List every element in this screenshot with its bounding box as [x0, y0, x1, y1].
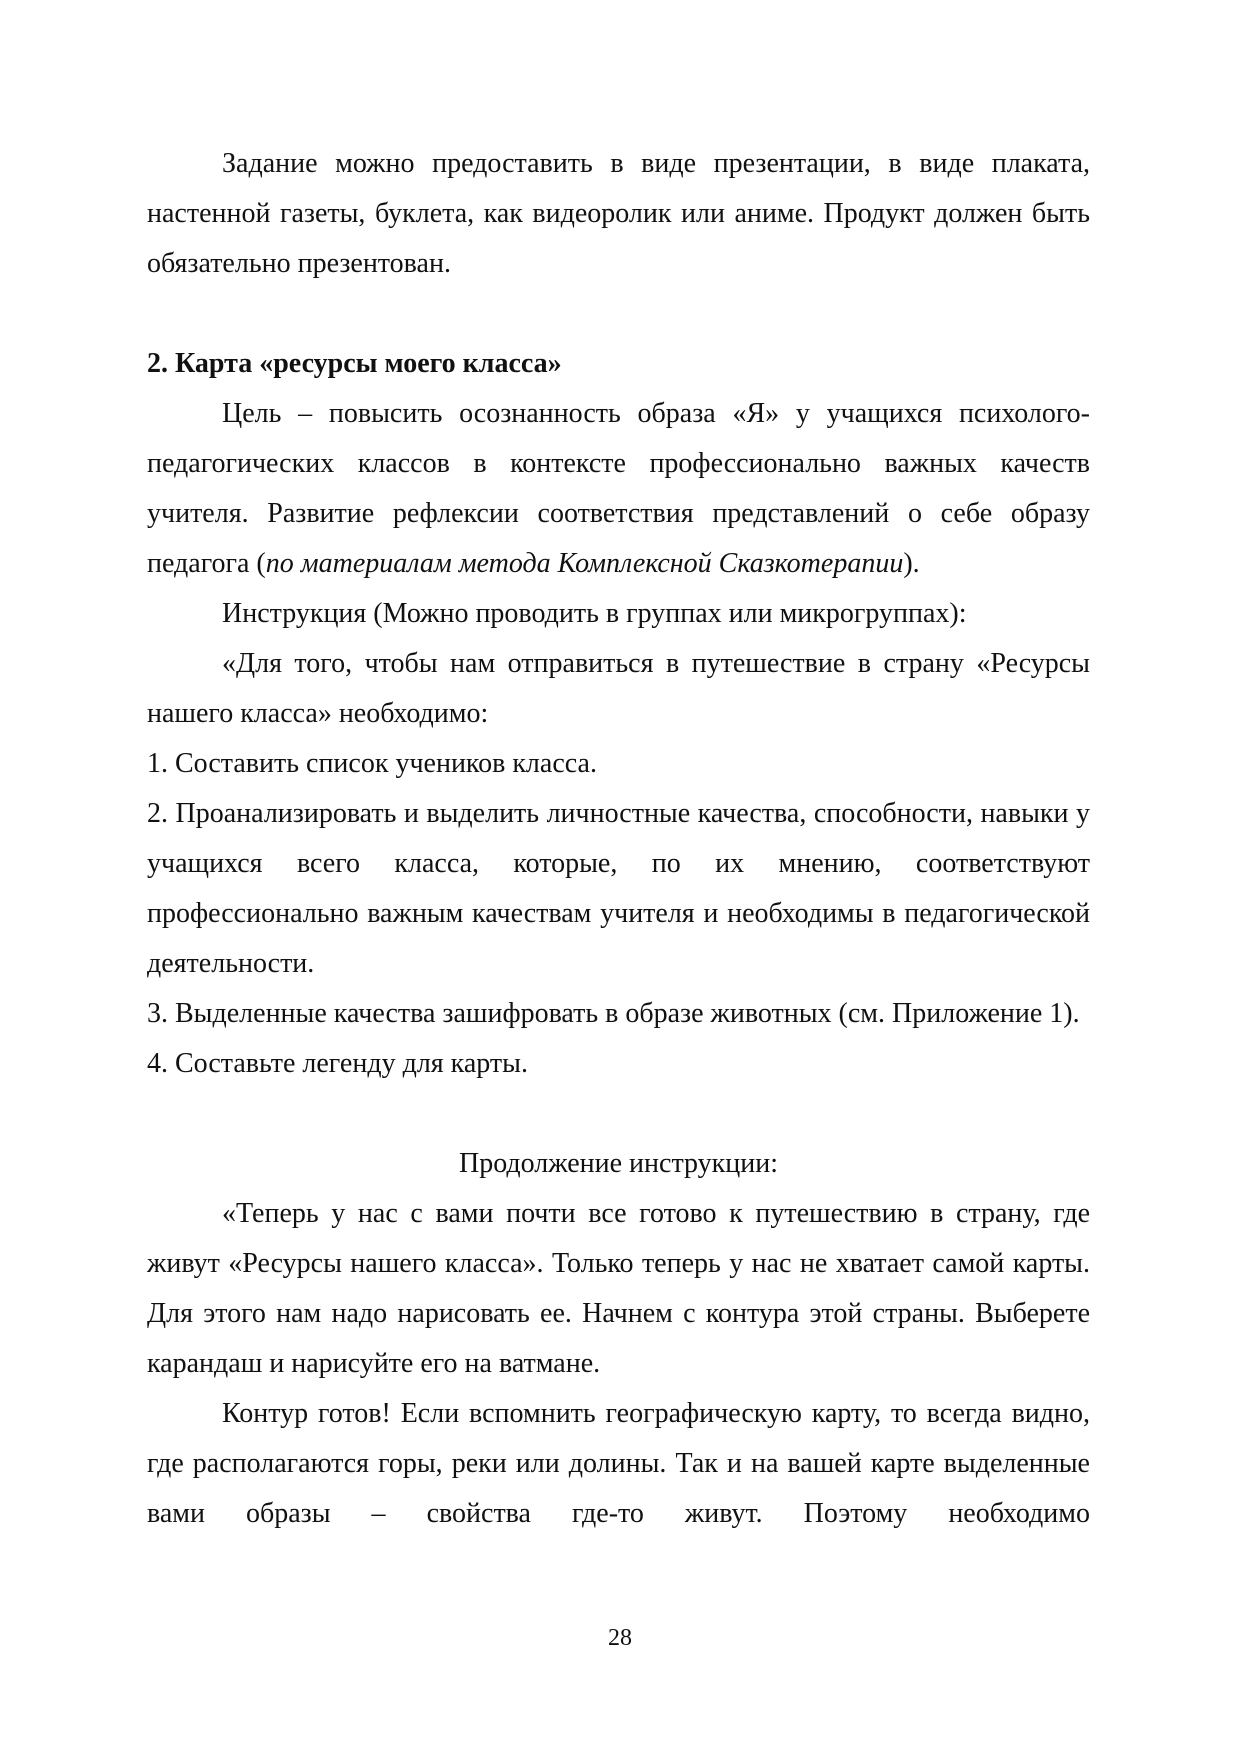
continuation-heading: Продолжение инструкции:	[458, 1148, 778, 1179]
step-item: 4. Составьте легенду для карты.	[147, 1048, 528, 1079]
section-heading: 2. Карта «ресурсы моего класса»	[147, 348, 562, 379]
goal-text: Цель – повысить осознанность образа «Я» у учащихся психолого-педагогических классов в контексте профессионально важных качеств учителя. Развитие рефлексии соответствия представлений о себе образу педагога (	[147, 398, 1090, 579]
step-item: 2. Проанализировать и выделить личностные качества, способности, навыки у учащихся всего класса, которые, по их мнению, соответствуют профессионально важным качествам учителя и необходимы в педагогической деятельности.	[147, 798, 1090, 979]
instruction-line: Инструкция (Можно проводить в группах или микрогруппах):	[222, 598, 967, 629]
step-item: 1. Составить список учеников класса.	[147, 748, 597, 779]
page-body	[147, 139, 1090, 1539]
goal-paragraph	[147, 389, 1090, 589]
continuation-paragraph: «Теперь у нас с вами почти все готово к путешествию в страну, где живут «Ресурсы нашего класса». Только теперь у нас не хватает самой карты. Для этого нам надо нарисовать ее. Начнем с контура этой страны. Выберете карандаш и нарисуйте его на ватмане.	[147, 1198, 1090, 1379]
page-number: 28	[608, 1625, 632, 1651]
instruction-quote: «Для того, чтобы нам отправиться в путешествие в страну «Ресурсы нашего класса» необходимо:	[147, 648, 1090, 729]
goal-text-end: ).	[903, 548, 920, 579]
step-item: 3. Выделенные качества зашифровать в образе животных (см. Приложение 1).	[147, 998, 1080, 1029]
contour-paragraph: Контур готов! Если вспомнить географическую карту, то всегда видно, где располагаются горы, реки или долины. Так и на вашей карте выделенные вами образы – свойства где-то живут. Поэтому необходимо	[147, 1398, 1090, 1529]
intro-paragraph: Задание можно предоставить в виде презентации, в виде плаката, настенной газеты, буклета, как видеоролик или аниме. Продукт должен быть обязательно презентован.	[147, 148, 1090, 279]
goal-source-italic: по материалам метода Комплексной Сказкотерапии	[265, 548, 904, 579]
